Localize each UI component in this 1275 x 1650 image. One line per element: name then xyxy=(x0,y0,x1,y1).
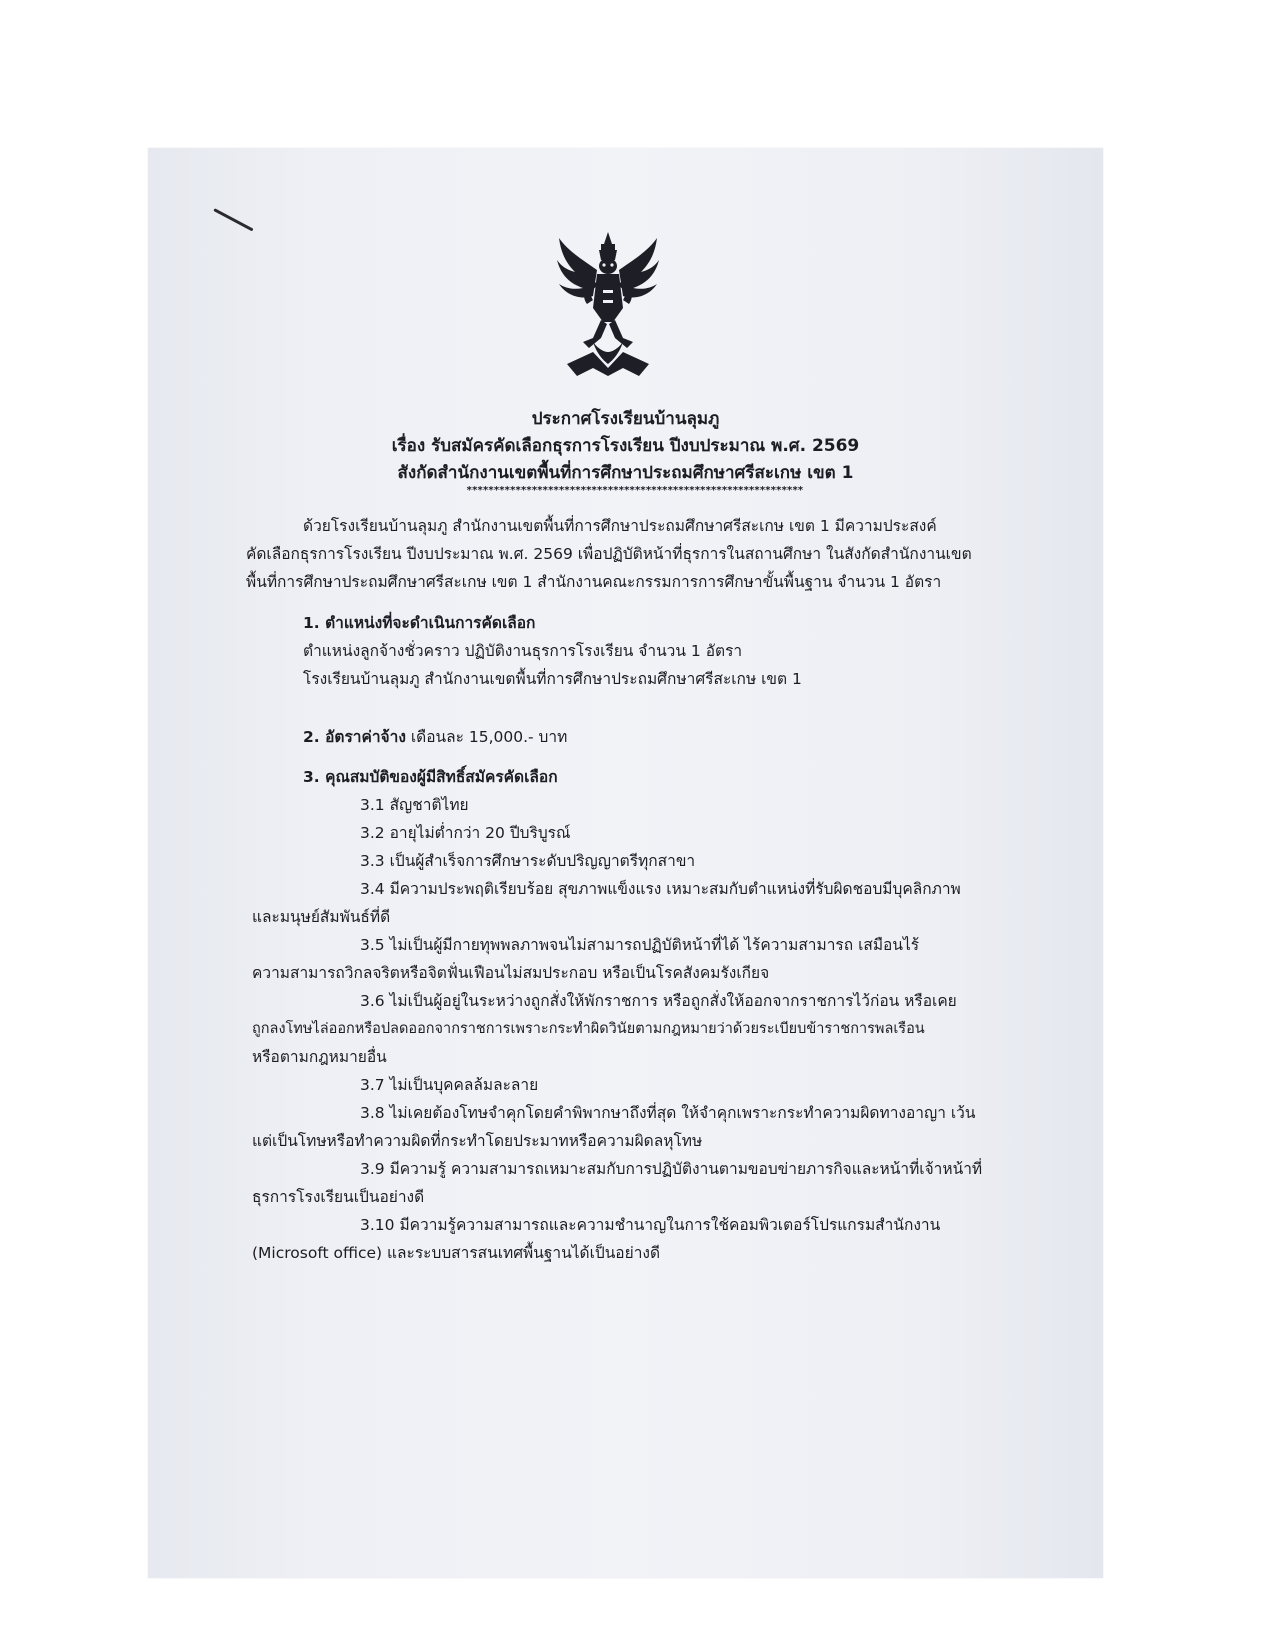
announcement-title: ประกาศโรงเรียนบ้านลุมภู xyxy=(531,409,720,429)
qualification-item: 3.2 อายุไม่ต่ำกว่า 20 ปีบริบูรณ์ xyxy=(360,824,571,842)
qualification-item: หรือตามกฎหมายอื่น xyxy=(252,1048,387,1066)
qualification-item: 3.7 ไม่เป็นบุคคลล้มละลาย xyxy=(360,1076,539,1094)
qualification-item: 3.4 มีความประพฤติเรียบร้อย สุขภาพแข็งแรง เหมาะสมกับตำแหน่งที่รับผิดชอบมีบุคลิกภาพ xyxy=(360,880,961,898)
pen-mark xyxy=(213,208,253,231)
qualification-item: ธุรการโรงเรียนเป็นอย่างดี xyxy=(252,1188,425,1206)
section-text: ตำแหน่งลูกจ้างชั่วคราว ปฏิบัติงานธุรการโรงเรียน จำนวน 1 อัตรา xyxy=(303,642,743,660)
wage-value: เดือนละ 15,000.- บาท xyxy=(405,728,568,746)
section-text: โรงเรียนบ้านลุมภู สำนักงานเขตพื้นที่การศึกษาประถมศึกษาศรีสะเกษ เขต 1 xyxy=(303,670,802,688)
qualification-item: 3.8 ไม่เคยต้องโทษจำคุกโดยคำพิพากษาถึงที่สุด ให้จำคุกเพราะกระทำความผิดทางอาญา เว้น xyxy=(360,1104,976,1122)
garuda-emblem-icon xyxy=(553,230,663,378)
qualification-item: 3.1 สัญชาติไทย xyxy=(360,796,469,814)
qualification-item: 3.5 ไม่เป็นผู้มีกายทุพพลภาพจนไม่สามารถปฏิบัติหน้าที่ได้ ไร้ความสามารถ เสมือนไร้ xyxy=(360,936,920,954)
announcement-affiliation: สังกัดสำนักงานเขตพื้นที่การศึกษาประถมศึกษาศรีสะเกษ เขต 1 xyxy=(397,463,854,483)
wage-line xyxy=(303,726,567,748)
section-heading: 2. อัตราค่าจ้าง xyxy=(303,728,406,746)
qualification-item: ถูกลงโทษไล่ออกหรือปลดออกจากราชการเพราะกระทำผิดวินัยตามกฎหมายว่าด้วยระเบียบข้าราชการพลเรือน xyxy=(252,1021,925,1037)
separator-line: ************************************************************** xyxy=(466,485,804,496)
qualification-item: และมนุษย์สัมพันธ์ที่ดี xyxy=(252,908,391,926)
intro-line: คัดเลือกธุรการโรงเรียน ปีงบประมาณ พ.ศ. 2569 เพื่อปฏิบัติหน้าที่ธุรการในสถานศึกษา ในสังกัดสำนักงานเขต xyxy=(246,545,972,563)
section-heading: 1. ตำแหน่งที่จะดำเนินการคัดเลือก xyxy=(303,614,536,632)
qualification-item: 3.3 เป็นผู้สำเร็จการศึกษาระดับปริญญาตรีทุกสาขา xyxy=(360,852,696,870)
qualification-item: (Microsoft office) และระบบสารสนเทศพื้นฐานได้เป็นอย่างดี xyxy=(252,1244,661,1262)
intro-line: ด้วยโรงเรียนบ้านลุมภู สำนักงานเขตพื้นที่การศึกษาประถมศึกษาศรีสะเกษ เขต 1 มีความประสงค์ xyxy=(303,517,937,535)
section-heading: 3. คุณสมบัติของผู้มีสิทธิ์สมัครคัดเลือก xyxy=(303,768,558,786)
qualification-item: 3.6 ไม่เป็นผู้อยู่ในระหว่างถูกสั่งให้พักราชการ หรือถูกสั่งให้ออกจากราชการไว้ก่อน หรือเคย xyxy=(360,992,957,1010)
document-page xyxy=(148,148,1103,1578)
qualification-item: แต่เป็นโทษหรือทำความผิดที่กระทำโดยประมาทหรือความผิดลหุโทษ xyxy=(252,1132,703,1150)
qualification-item: ความสามารถวิกลจริตหรือจิตฟั่นเฟือนไม่สมประกอบ หรือเป็นโรคสังคมรังเกียจ xyxy=(252,964,770,982)
intro-line: พื้นที่การศึกษาประถมศึกษาศรีสะเกษ เขต 1 สำนักงานคณะกรรมการการศึกษาขั้นพื้นฐาน จำนวน 1 อัตรา xyxy=(246,573,942,591)
qualification-item: 3.10 มีความรู้ความสามารถและความชำนาญในการใช้คอมพิวเตอร์โปรแกรมสำนักงาน xyxy=(360,1216,941,1234)
qualification-item: 3.9 มีความรู้ ความสามารถเหมาะสมกับการปฏิบัติงานตามขอบข่ายภารกิจและหน้าที่เจ้าหน้าที่ xyxy=(360,1160,983,1178)
announcement-subject: เรื่อง รับสมัครคัดเลือกธุรการโรงเรียน ปีงบประมาณ พ.ศ. 2569 xyxy=(391,436,860,456)
